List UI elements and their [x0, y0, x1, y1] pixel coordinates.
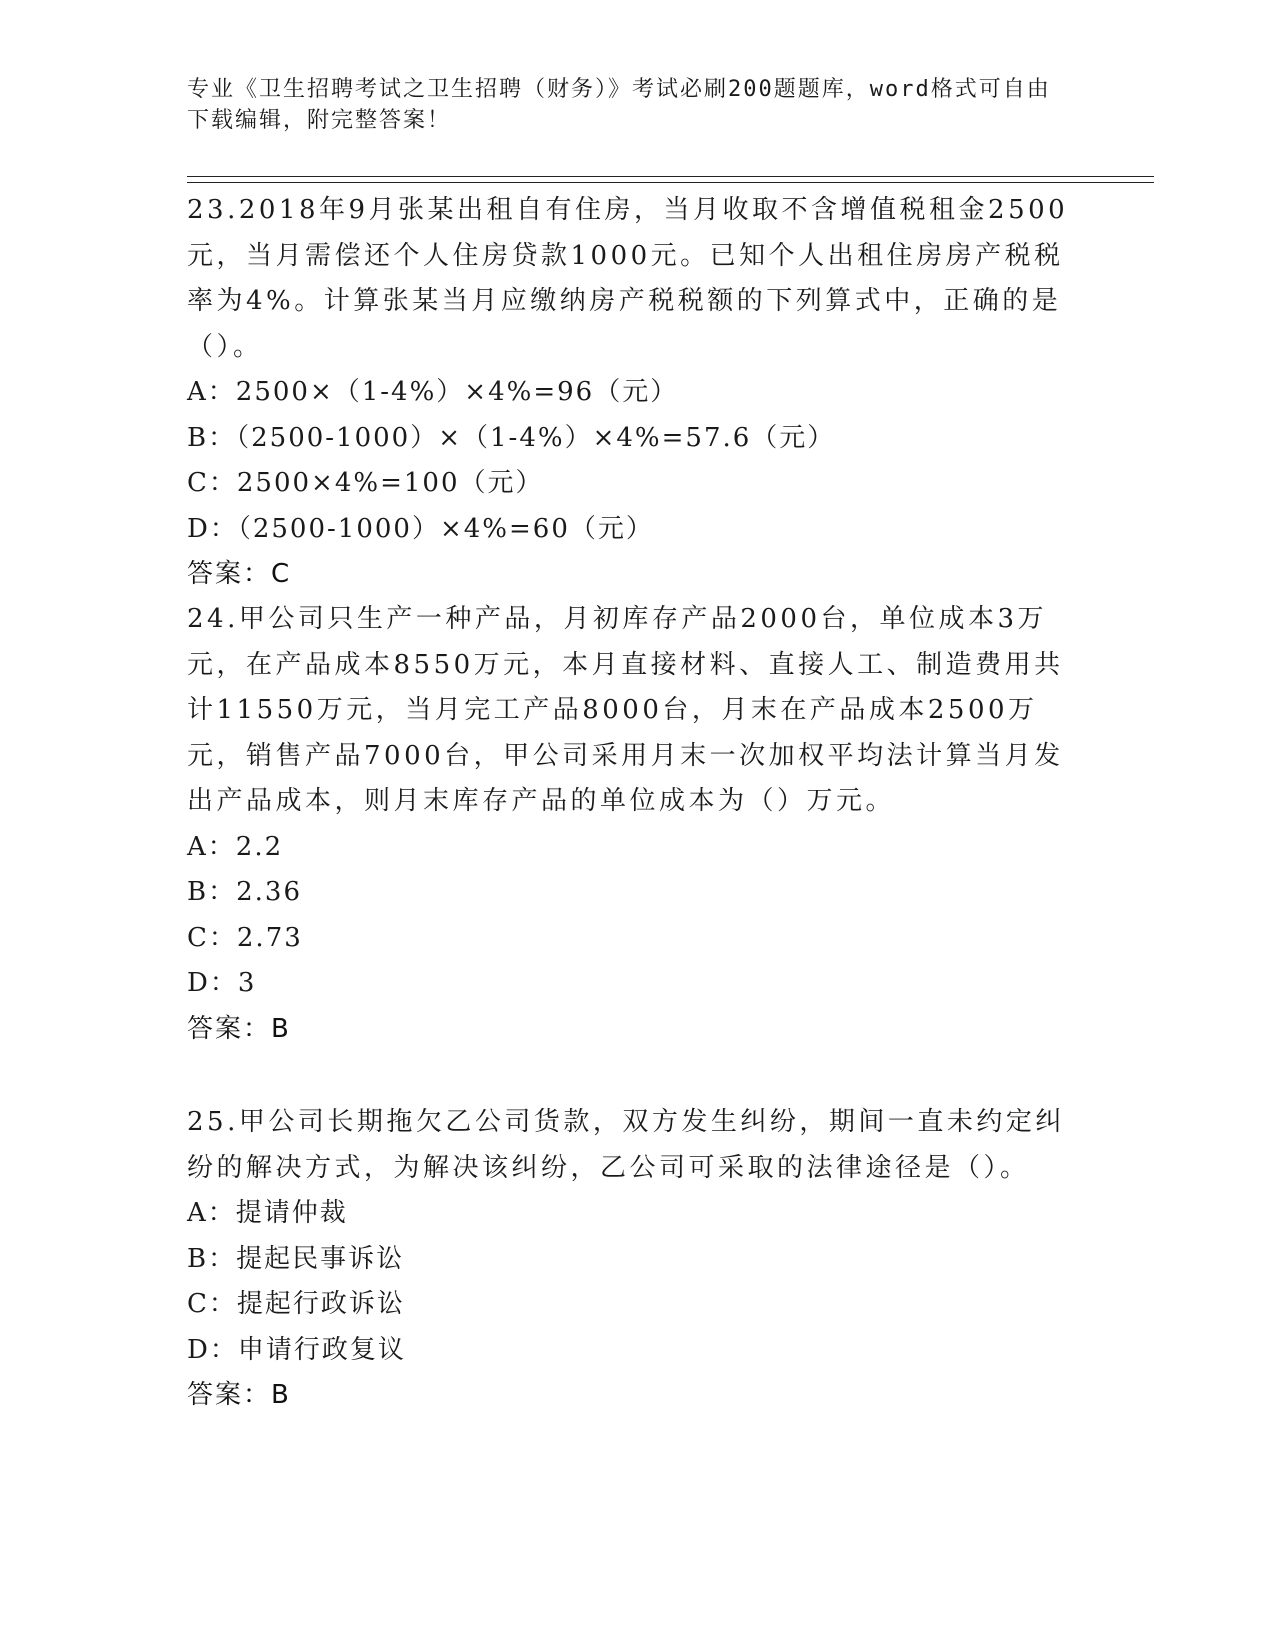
- question-block: [187, 1100, 1087, 1419]
- question-stem: 24.甲公司只生产一种产品，月初库存产品2000台，单位成本3万元，在产品成本8550万元，本月直接材料、直接人工、制造费用共计11550万元，当月完工产品8000台，月末在产品成本2500万元，销售产品7000台，甲公司采用月末一次加权平均法计算当月发出产品成本，则月末库存产品的单位成本为（）万元。: [187, 604, 1064, 816]
- option-b: B：（2500-1000）×（1-4%）×4%=57.6（元）: [187, 422, 836, 453]
- option-d: D：申请行政复议: [187, 1334, 406, 1365]
- option-c: C：提起行政诉讼: [187, 1289, 405, 1319]
- option-d: D：3: [187, 968, 257, 998]
- document-header-intro: 专业《卫生招聘考试之卫生招聘（财务）》考试必刷200题题库，word格式可自由下载编辑，附完整答案！: [187, 77, 1051, 133]
- option-a: A：2500×（1-4%）×4%=96（元）: [187, 377, 679, 407]
- option-a: A：2.2: [187, 831, 284, 862]
- question-stem: 23.2018年9月张某出租自有住房，当月收取不含增值税租金2500元，当月需偿还个人住房贷款1000元。已知个人出租住房房产税税率为4%。计算张某当月应缴纳房产税税额的下列算式中，正确的是（）。: [187, 195, 1069, 362]
- option-a: A：提请仲裁: [187, 1198, 348, 1228]
- question-stem: 25.甲公司长期拖欠乙公司货款，双方发生纠纷，期间一直未约定纠纷的解决方式，为解决该纠纷，乙公司可采取的法律途径是（）。: [187, 1107, 1065, 1183]
- option-b: B：提起民事诉讼: [187, 1243, 405, 1274]
- option-d: D：（2500-1000）×4%=60（元）: [187, 513, 654, 544]
- question-block: [187, 597, 1087, 1052]
- answer-label: 答案：B: [187, 1380, 291, 1410]
- question-block: [187, 188, 1087, 598]
- option-c: C：2500×4%=100（元）: [187, 468, 544, 498]
- answer-label: 答案：B: [187, 1013, 291, 1044]
- header-divider-line: [187, 182, 1154, 183]
- option-c: C：2.73: [187, 922, 303, 953]
- option-b: B：2.36: [187, 877, 302, 907]
- header-divider-line: [187, 176, 1154, 177]
- answer-label: 答案：C: [187, 559, 292, 589]
